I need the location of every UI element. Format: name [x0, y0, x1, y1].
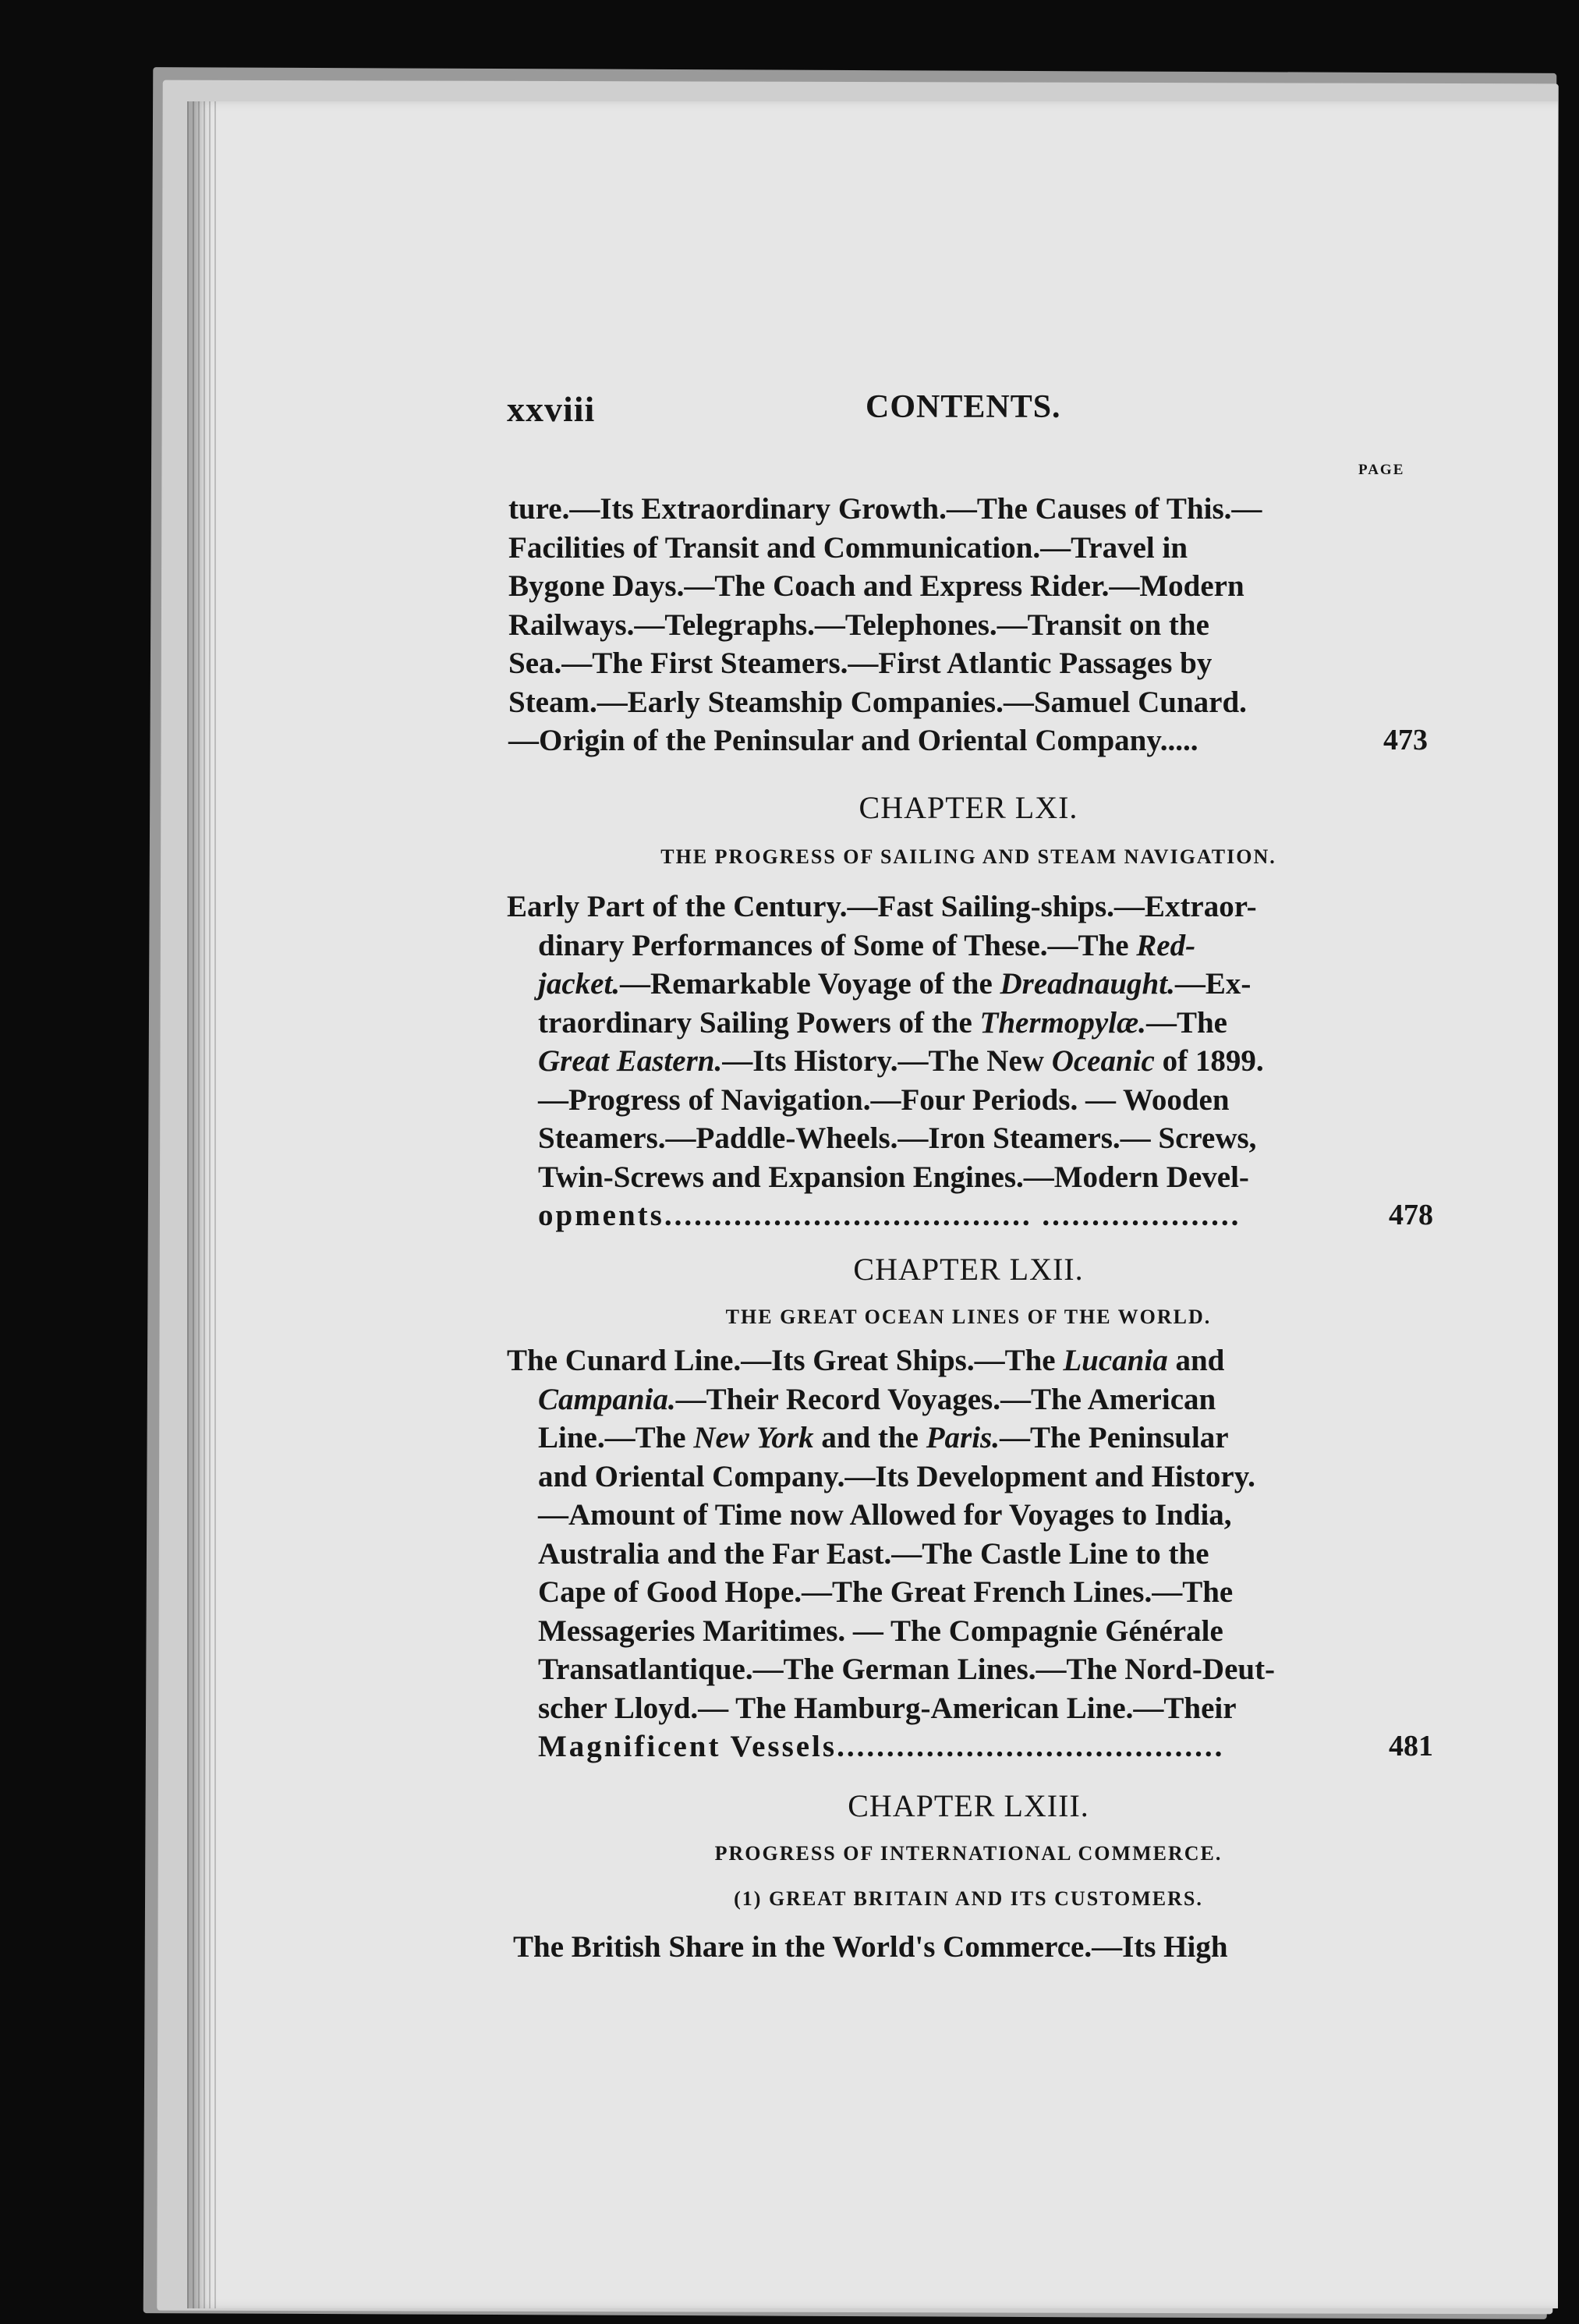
toc-entry-chapter-lx-tail	[508, 490, 1428, 760]
toc-entry-line: Transatlantique.—The German Lines.—The Nord-Deut-	[538, 1653, 1276, 1686]
running-head	[507, 388, 1427, 435]
toc-page-number: 478	[1389, 1199, 1433, 1231]
toc-entry-line: ture.—Its Extraordinary Growth.—The Causes of This.—	[508, 492, 1262, 526]
toc-entry-chapter-lxii	[507, 1341, 1433, 1766]
toc-entry-line: —Amount of Time now Allowed for Voyages to India,	[538, 1498, 1232, 1532]
toc-entry-line-last: opments..................................... .................... 478	[507, 1196, 1427, 1235]
page-column-label: PAGE	[1358, 462, 1405, 478]
toc-entry-line-last	[508, 721, 1428, 760]
toc-entry-line: The British Share in the World's Commerce.—Its High	[513, 1930, 1228, 1964]
toc-entry-line: —Progress of Navigation.—Four Periods. — Wooden	[538, 1082, 1230, 1117]
toc-entry-line: —Origin of the Peninsular and Oriental Company.....	[508, 724, 1198, 757]
toc-entry-line-last: Magnificent Vessels....................................... 481	[507, 1727, 1427, 1766]
chapter-subtitle-lxi: THE PROGRESS OF SAILING AND STEAM NAVIGATION.	[660, 845, 1276, 868]
toc-entry-line: and Oriental Company.—Its Development and History.	[538, 1459, 1255, 1493]
toc-entry-line: traordinary Sailing Powers of the Thermopylæ.—The	[538, 1005, 1227, 1040]
toc-entry-line: Cape of Good Hope.—The Great French Lines.—The	[538, 1575, 1234, 1609]
toc-entry-line: Steamers.—Paddle-Wheels.—Iron Steamers.— Screws,	[538, 1121, 1257, 1155]
page-gutter	[187, 101, 218, 2308]
toc-entry-line: Line.—The New York and the Paris.—The Peninsular	[538, 1421, 1229, 1454]
toc-entry-line: Sea.—The First Steamers.—First Atlantic Passages by	[508, 647, 1213, 680]
toc-entry-line: Bygone Days.—The Coach and Express Rider.—Modern	[508, 569, 1244, 603]
toc-entry-line: Steam.—Early Steamship Companies.—Samuel Cunard.	[508, 685, 1247, 719]
running-head-title: CONTENTS.	[866, 389, 1061, 425]
toc-entry-line: Facilities of Transit and Communication.—Travel in	[508, 530, 1188, 565]
toc-entry-line: The Cunard Line.—Its Great Ships.—The Lucania and	[507, 1344, 1225, 1377]
chapter-heading-lxii: CHAPTER LXII.	[853, 1252, 1084, 1287]
toc-entry-line: Great Eastern.—Its History.—The New Oceanic of 1899.	[538, 1044, 1264, 1078]
toc-entry-line: Campania.—Their Record Voyages.—The American	[538, 1382, 1216, 1416]
toc-page-number: 473	[1383, 724, 1428, 756]
toc-entry-line: Early Part of the Century.—Fast Sailing-ships.—Extraor-	[507, 890, 1257, 923]
chapter-subtitle-lxii: THE GREAT OCEAN LINES OF THE WORLD.	[725, 1305, 1212, 1328]
toc-entry-chapter-lxiii	[513, 1928, 1433, 1967]
toc-entry-line: scher Lloyd.— The Hamburg-American Line.—Their	[538, 1691, 1237, 1725]
toc-entry-chapter-lxi	[507, 887, 1433, 1235]
page-folio: xxviii	[507, 389, 596, 429]
toc-page-number: 481	[1389, 1730, 1433, 1762]
toc-entry-line: jacket.—Remarkable Voyage of the Dreadnaught.—Ex-	[538, 967, 1252, 1001]
chapter-heading-lxi: CHAPTER LXI.	[859, 790, 1078, 825]
chapter-section-heading: (1) GREAT BRITAIN AND ITS CUSTOMERS.	[734, 1887, 1203, 1910]
chapter-heading-lxiii: CHAPTER LXIII.	[848, 1788, 1089, 1823]
chapter-subtitle-lxiii: PROGRESS OF INTERNATIONAL COMMERCE.	[714, 1842, 1223, 1865]
toc-entry-line: Railways.—Telegraphs.—Telephones.—Transit on the	[508, 608, 1209, 642]
toc-entry-line: Australia and the Far East.—The Castle Line to the	[538, 1536, 1209, 1571]
toc-entry-line: Messageries Maritimes. — The Compagnie Générale	[538, 1614, 1223, 1648]
toc-entry-line: dinary Performances of Some of These.—The Red-	[538, 928, 1196, 962]
toc-entry-line: Twin-Screws and Expansion Engines.—Modern Devel-	[538, 1160, 1249, 1194]
